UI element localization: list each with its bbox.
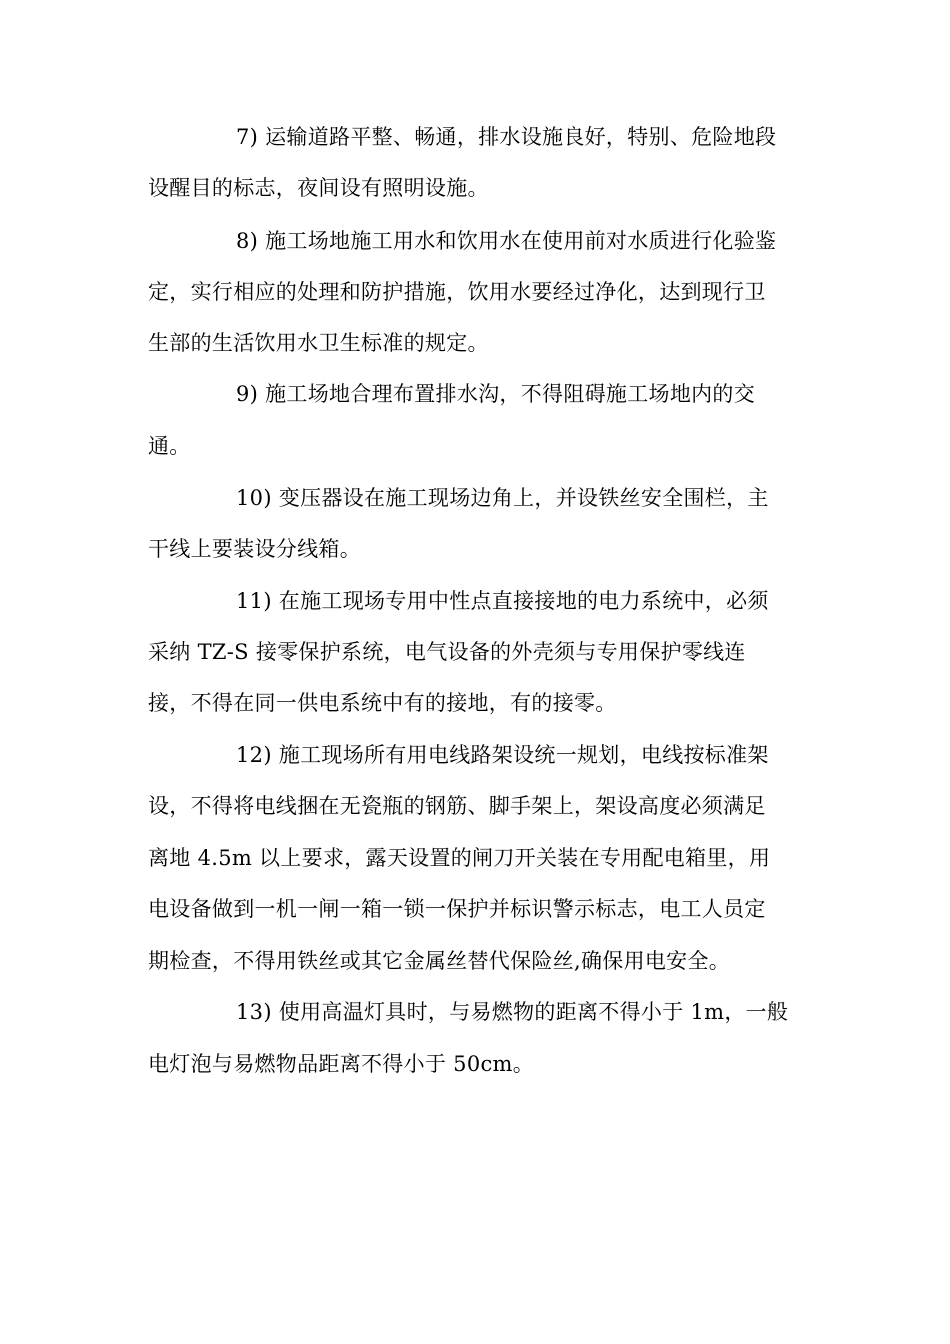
paragraph-8-line-1: 8) 施工场地施工用水和饮用水在使用前对水质进行化验鉴 [236,229,777,253]
paragraph-7-line-2: 设醒目的标志，夜间设有照明设施。 [148,176,489,200]
paragraph-12-line-5: 期检查，不得用铁丝或其它金属丝替代保险丝,确保用电安全。 [148,949,731,973]
paragraph-13-line-2: 电灯泡与易燃物品距离不得小于 50cm。 [148,1052,535,1076]
paragraph-12-line-4: 电设备做到一机一闸一箱一锁一保护并标识警示标志，电工人员定 [148,897,766,921]
paragraph-9-line-2: 通。 [148,434,191,458]
paragraph-12-line-2: 设，不得将电线捆在无瓷瓶的钢筋、脚手架上，架设高度必须满足 [148,794,766,818]
paragraph-11-line-3: 接，不得在同一供电系统中有的接地，有的接零。 [148,691,617,715]
paragraph-10-line-1: 10) 变压器设在施工现场边角上，并设铁丝安全围栏，主 [236,486,769,510]
paragraph-12-line-1: 12) 施工现场所有用电线路架设统一规划，电线按标准架 [236,743,769,767]
paragraph-12-line-3: 离地 4.5m 以上要求，露天设置的闸刀开关装在专用配电箱里，用 [148,846,771,870]
paragraph-8-line-2: 定，实行相应的处理和防护措施，饮用水要经过净化，达到现行卫 [148,280,766,304]
paragraph-9-line-1: 9) 施工场地合理布置排水沟，不得阻碍施工场地内的交 [236,382,756,406]
paragraph-13-line-1: 13) 使用高温灯具时，与易燃物的距离不得小于 1m，一般 [236,1000,789,1024]
paragraph-11-line-1: 11) 在施工现场专用中性点直接接地的电力系统中，必须 [236,589,769,613]
paragraph-8-line-3: 生部的生活饮用水卫生标准的规定。 [148,331,489,355]
paragraph-11-line-2: 采纳 TZ-S 接零保护系统，电气设备的外壳须与专用保护零线连 [148,640,746,664]
paragraph-10-line-2: 干线上要装设分线箱。 [148,537,361,561]
paragraph-7-line-1: 7) 运输道路平整、畅通，排水设施良好，特别、危险地段 [236,125,777,149]
